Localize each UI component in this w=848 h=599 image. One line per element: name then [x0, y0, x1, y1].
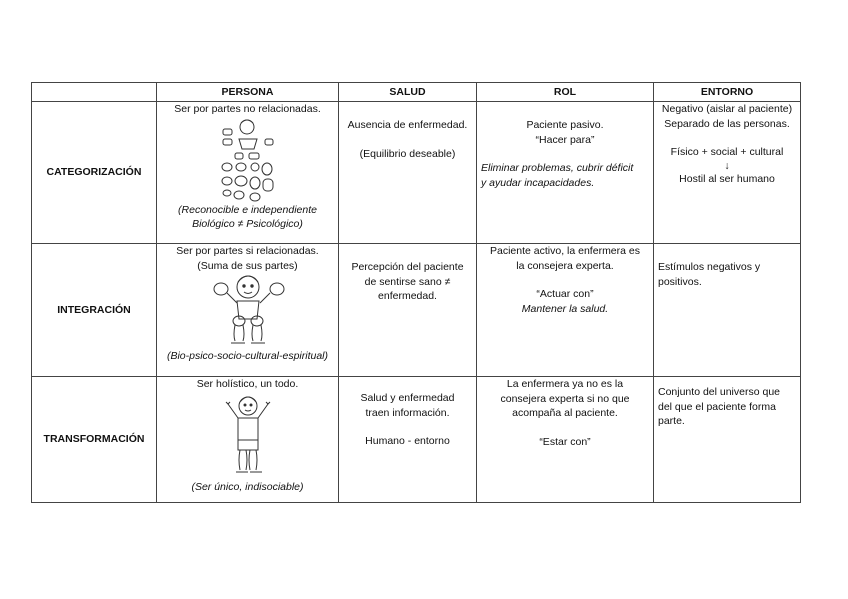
rol-integracion — [477, 244, 654, 377]
entorno-integracion — [654, 244, 801, 377]
persona-integracion — [157, 244, 339, 377]
rol-italic-line: Mantener la salud. — [521, 302, 609, 315]
entorno-line: del que el paciente forma — [658, 400, 776, 413]
entorno-line: Hostil al ser humano — [679, 172, 775, 185]
salud-line: enfermedad. — [378, 290, 437, 302]
separated-body-parts-icon — [213, 117, 283, 203]
rol-line: acompaña al paciente. — [512, 407, 618, 419]
rol-line: Paciente pasivo. — [526, 119, 604, 131]
persona-note: (Bio-psico-socio-cultural-espiritual) — [166, 350, 329, 362]
rol-line: La enfermera ya no es la — [506, 378, 624, 390]
rol-line: la consejera experta. — [516, 259, 614, 272]
persona-text: Ser holístico, un todo. — [196, 378, 299, 390]
salud-line: Humano - entorno — [365, 435, 450, 447]
persona-categorizacion — [157, 102, 339, 244]
salud-line: de sentirse sano ≠ — [364, 275, 451, 288]
rol-italic-line: y ayudar incapacidades. — [481, 176, 595, 189]
salud-categorizacion — [339, 102, 477, 244]
rol-transformacion — [477, 377, 654, 503]
header-rol: ROL — [477, 83, 654, 102]
rol-line: “Hacer para” — [535, 133, 595, 146]
connected-body-figure-icon — [205, 273, 291, 349]
rol-categorizacion — [477, 102, 654, 244]
persona-note: (Ser único, indisociable) — [191, 480, 304, 493]
salud-integracion — [339, 244, 477, 377]
persona-note-1: (Reconocible e independiente — [178, 203, 317, 216]
salud-line: (Equilibrio deseable) — [359, 147, 456, 160]
row-label-integracion: INTEGRACIÓN — [32, 244, 157, 377]
entorno-transformacion — [654, 377, 801, 503]
rol-line: “Actuar con” — [536, 288, 594, 300]
rol-italic-line: Eliminar problemas, cubrir déficit — [481, 162, 634, 174]
row-label-categorizacion: CATEGORIZACIÓN — [32, 102, 157, 244]
persona-note-2: Biológico ≠ Psicológico) — [192, 218, 303, 230]
salud-line: Salud y enfermedad — [360, 392, 455, 404]
header-entorno: ENTORNO — [654, 83, 801, 102]
row-transformacion — [32, 377, 801, 503]
entorno-categorizacion — [654, 102, 801, 244]
persona-text: (Suma de sus partes) — [197, 259, 298, 272]
header-persona: PERSONA — [157, 83, 339, 102]
salud-transformacion — [339, 377, 477, 503]
entorno-line: Conjunto del universo que — [658, 386, 781, 398]
header-salud: SALUD — [339, 83, 477, 102]
row-categorizacion — [32, 102, 801, 244]
salud-line: traen información. — [365, 406, 450, 419]
entorno-line: Negativo (aislar al paciente) — [661, 103, 793, 115]
salud-line: Percepción del paciente — [351, 261, 464, 273]
corner-cell — [32, 83, 157, 102]
header-row — [32, 83, 801, 102]
persona-text: Ser por partes si relacionadas. — [176, 245, 319, 257]
nursing-paradigms-table — [31, 82, 801, 503]
down-arrow-icon: ↓ — [724, 159, 730, 172]
rol-line: Paciente activo, la enfermera es — [490, 245, 640, 257]
persona-text: Ser por partes no relacionadas. — [174, 103, 321, 115]
persona-transformacion — [157, 377, 339, 503]
entorno-line: Estímulos negativos y — [658, 261, 761, 273]
row-integracion — [32, 244, 801, 377]
entorno-line: positivos. — [658, 275, 702, 288]
rol-line: consejera experta si no que — [500, 392, 630, 405]
rol-line: “Estar con” — [539, 435, 591, 448]
whole-body-figure-icon — [218, 392, 278, 480]
row-label-transformacion: TRANSFORMACIÓN — [32, 377, 157, 503]
entorno-line: Físico + social + cultural — [670, 146, 784, 158]
salud-line: Ausencia de enfermedad. — [347, 119, 468, 131]
entorno-line: parte. — [658, 415, 685, 427]
entorno-line: Separado de las personas. — [664, 117, 790, 130]
